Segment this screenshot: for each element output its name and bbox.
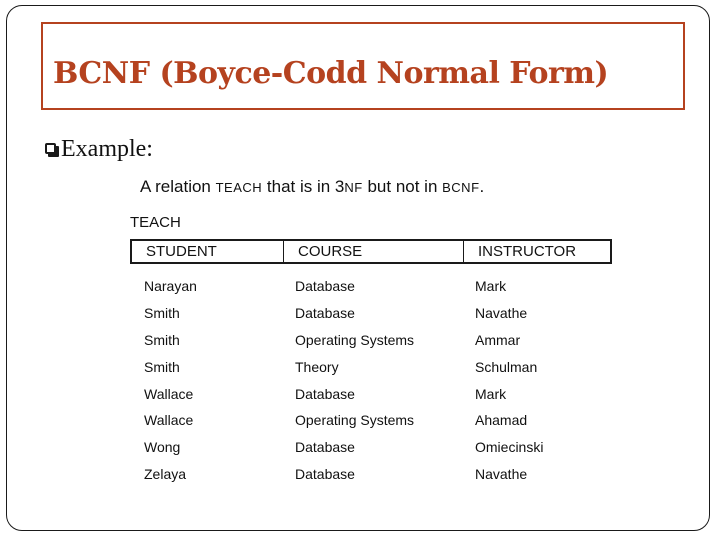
relation-name: TEACH xyxy=(130,214,181,231)
slide-title: BCNF (Boyce-Codd Normal Form) xyxy=(53,56,609,91)
cell-student: Smith xyxy=(144,358,180,375)
cell-course: Database xyxy=(295,305,355,322)
cell-course: Database xyxy=(295,439,355,456)
cell-course: Database xyxy=(295,465,355,482)
caption-part: that is in 3 xyxy=(262,177,345,196)
table-row xyxy=(130,327,612,354)
cell-instructor: Ammar xyxy=(475,331,521,348)
cell-instructor: Mark xyxy=(475,278,507,295)
table-row xyxy=(130,461,612,488)
caption-part: TEACH xyxy=(215,180,263,195)
title-box xyxy=(41,22,685,110)
checkbox-bullet-icon xyxy=(45,142,59,156)
bullet-text: Example: xyxy=(61,135,153,162)
table-row xyxy=(130,434,612,461)
bullet-item xyxy=(45,134,153,164)
table-row xyxy=(130,407,612,434)
cell-instructor: Ahamad xyxy=(475,412,528,429)
column-header-student: STUDENT xyxy=(146,243,217,260)
cell-instructor: Navathe xyxy=(475,305,528,322)
table-body xyxy=(130,273,612,487)
cell-student: Narayan xyxy=(144,278,197,295)
cell-student: Smith xyxy=(144,305,180,322)
table-row xyxy=(130,353,612,380)
cell-instructor: Omiecinski xyxy=(475,439,544,456)
column-header-instructor: INSTRUCTOR xyxy=(463,241,610,262)
figure-caption xyxy=(140,177,484,197)
cell-course: Operating Systems xyxy=(295,412,415,429)
cell-student: Smith xyxy=(144,331,180,348)
cell-student: Wong xyxy=(144,439,181,456)
cell-instructor: Schulman xyxy=(475,358,538,375)
cell-student: Wallace xyxy=(144,385,194,402)
cell-course: Database xyxy=(295,385,355,402)
cell-student: Zelaya xyxy=(144,465,187,482)
cell-course: Operating Systems xyxy=(295,331,415,348)
cell-instructor: Mark xyxy=(475,385,507,402)
table-row xyxy=(130,300,612,327)
cell-instructor: Navathe xyxy=(475,465,528,482)
cell-student: Wallace xyxy=(144,412,194,429)
table-row xyxy=(130,273,612,300)
table-row xyxy=(130,380,612,407)
column-header-course: COURSE xyxy=(283,241,463,262)
cell-course: Theory xyxy=(295,358,339,375)
caption-part: NF xyxy=(344,180,363,195)
table-header xyxy=(130,239,612,264)
cell-course: Database xyxy=(295,278,355,295)
caption-part: but not in xyxy=(362,177,443,196)
caption-part: BCNF xyxy=(442,180,480,195)
caption-part: A relation xyxy=(140,177,216,196)
caption-part: . xyxy=(479,177,485,196)
